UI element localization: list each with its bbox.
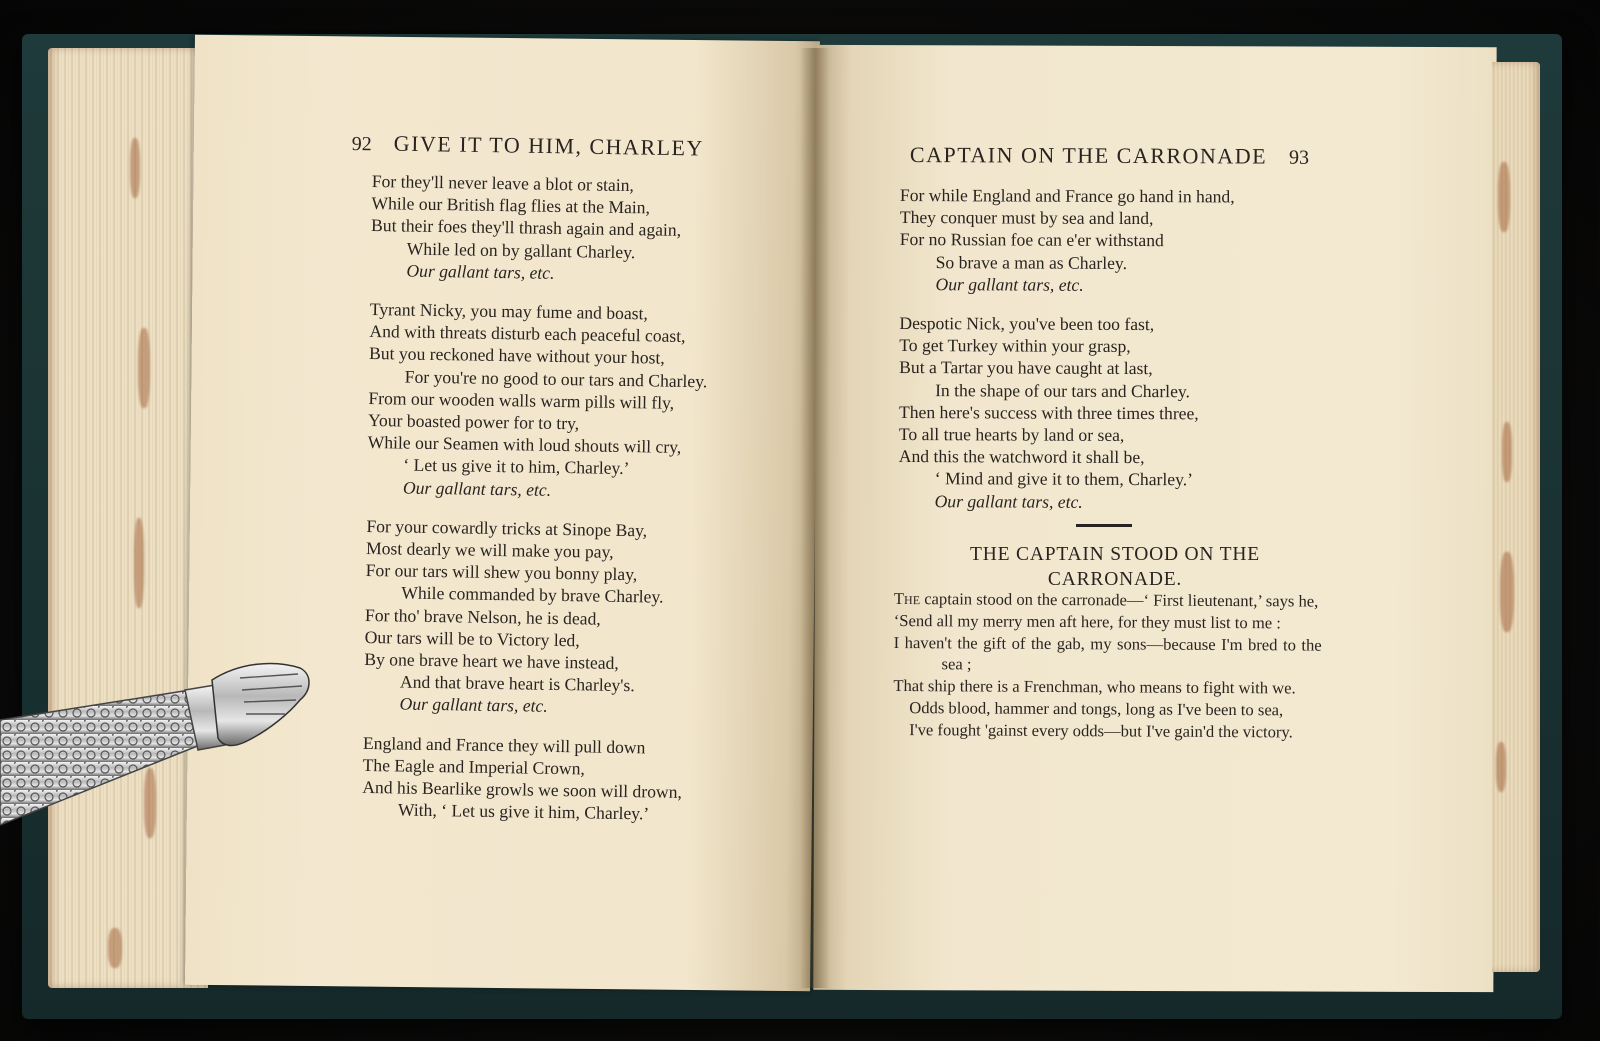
- verse-line: And with threats disturb each peaceful coast,: [369, 321, 686, 347]
- verse-line: While led on by gallant Charley.: [406, 238, 636, 262]
- verse-line: And this the watchword it shall be,: [898, 446, 1145, 468]
- verse-text: I haven't the gift of the gab, my sons—because I'm bred to the sea ;: [893, 632, 1322, 674]
- chorus-line: Our gallant tars, etc.: [406, 260, 555, 283]
- verse-line: While commanded by brave Charley.: [401, 582, 664, 608]
- verse-text: ‘Send all my merry men aft here, for they must list to me :: [893, 610, 1281, 633]
- verse-paragraph: [893, 697, 1321, 721]
- verse-line: Your boasted power for to try,: [367, 410, 580, 434]
- section-title: [900, 542, 1330, 592]
- verse-line: They conquer must by sea and land,: [899, 207, 1154, 229]
- right-page-edges: [1492, 62, 1540, 972]
- stanza: [367, 298, 709, 503]
- verse-paragraph: [893, 719, 1321, 743]
- stanza: [363, 515, 705, 720]
- section-divider: [1076, 524, 1132, 527]
- right-running-head: CAPTAIN ON THE CARRONADE: [909, 142, 1268, 169]
- section-title-line-2: CARRONADE.: [1047, 569, 1183, 590]
- stanza: [370, 170, 710, 286]
- verse-line: For tho' brave Nelson, he is dead,: [364, 604, 601, 629]
- verse-line: By one brave heart we have instead,: [364, 649, 619, 673]
- verse-line: Our tars will be to Victory led,: [364, 626, 580, 651]
- verse-line: To all true hearts by land or sea,: [898, 424, 1125, 446]
- chorus-line: Our gallant tars, etc.: [935, 273, 1084, 295]
- verse-line: While our British flag flies at the Main,: [371, 193, 651, 218]
- section-title-line-1: THE CAPTAIN STOOD ON THE: [970, 544, 1260, 565]
- right-running-head-row: [910, 142, 1309, 170]
- verse-line: For no Russian foe can e'er withstand: [899, 229, 1164, 251]
- verse-line: Then here's success with three times three,: [898, 401, 1199, 424]
- verse-paragraph: [894, 588, 1322, 612]
- silver-hand-bookmark: [0, 650, 330, 870]
- verse-text: Odds blood, hammer and tongs, long as I've been to sea,: [909, 698, 1284, 720]
- verse-line: For you're no good to our tars and Charley.: [404, 366, 708, 391]
- verse-text: I've fought 'gainst every odds—but I've gain'd the victory.: [909, 719, 1293, 742]
- verse-line: Despotic Nick, you've been too fast,: [899, 313, 1155, 335]
- chorus-line: Our gallant tars, etc.: [399, 693, 548, 717]
- verse-line: For our tars will shew you bonny play,: [365, 560, 638, 585]
- verse-line: So brave a man as Charley.: [935, 251, 1128, 273]
- stanza: [362, 732, 702, 826]
- carronade-verses: [893, 588, 1322, 743]
- verse-line: ‘ Mind and give it to them, Charley.’: [934, 468, 1194, 490]
- verse-paragraph: [893, 632, 1321, 678]
- verse-line: From our wooden walls warm pills will fly,: [368, 387, 675, 413]
- right-page-verses: [898, 184, 1234, 530]
- verse-line: With, ‘ Let us give it him, Charley.’: [397, 799, 650, 824]
- verse-line: For they'll never leave a blot or stain,: [371, 170, 635, 196]
- verse-line: But a Tartar you have caught at last,: [899, 357, 1153, 379]
- verse-line: For your cowardly tricks at Sinope Bay,: [366, 515, 648, 541]
- verse-line: And that brave heart is Charley's.: [399, 671, 635, 696]
- verse-paragraph: [894, 610, 1322, 634]
- verse-line: While our Seamen with loud shouts will cry,: [367, 432, 682, 458]
- verse-line: In the shape of our tars and Charley.: [935, 379, 1191, 401]
- verse-line: But you reckoned have without your host,: [368, 343, 665, 369]
- verse-line: And his Bearlike growls we soon will drown,: [362, 777, 683, 803]
- stanza: [899, 312, 1235, 513]
- verse-paragraph: [893, 675, 1321, 699]
- stanza: [900, 184, 1235, 296]
- verse-lead-word: The: [893, 589, 921, 609]
- left-page-number: 92: [351, 132, 372, 156]
- left-page-verses: [362, 170, 711, 843]
- verse-line: ‘ Let us give it to him, Charley.’: [403, 454, 630, 479]
- left-running-head-row: [352, 130, 704, 162]
- verse-text: captain stood on the carronade—‘ First lieutenant,’ says he,: [920, 589, 1319, 611]
- book-gutter: [800, 48, 830, 988]
- verse-text: That ship there is a Frenchman, who means to fight with we.: [893, 676, 1296, 698]
- verse-line: England and France they will pull down: [362, 732, 646, 758]
- chorus-line: Our gallant tars, etc.: [402, 477, 552, 500]
- verse-line: For while England and France go hand in hand,: [899, 184, 1235, 207]
- verse-line: Tyrant Nicky, you may fume and boast,: [369, 298, 649, 324]
- verse-line: To get Turkey within your grasp,: [899, 335, 1131, 357]
- verse-line: The Eagle and Imperial Crown,: [362, 754, 586, 779]
- chorus-line: Our gallant tars, etc.: [934, 490, 1083, 512]
- verse-line: Most dearly we will make you pay,: [365, 538, 614, 562]
- verse-line: But their foes they'll thrash again and again,: [370, 215, 682, 241]
- right-page-number: 93: [1289, 146, 1310, 169]
- left-running-head: GIVE IT TO HIM, CHARLEY: [393, 130, 705, 161]
